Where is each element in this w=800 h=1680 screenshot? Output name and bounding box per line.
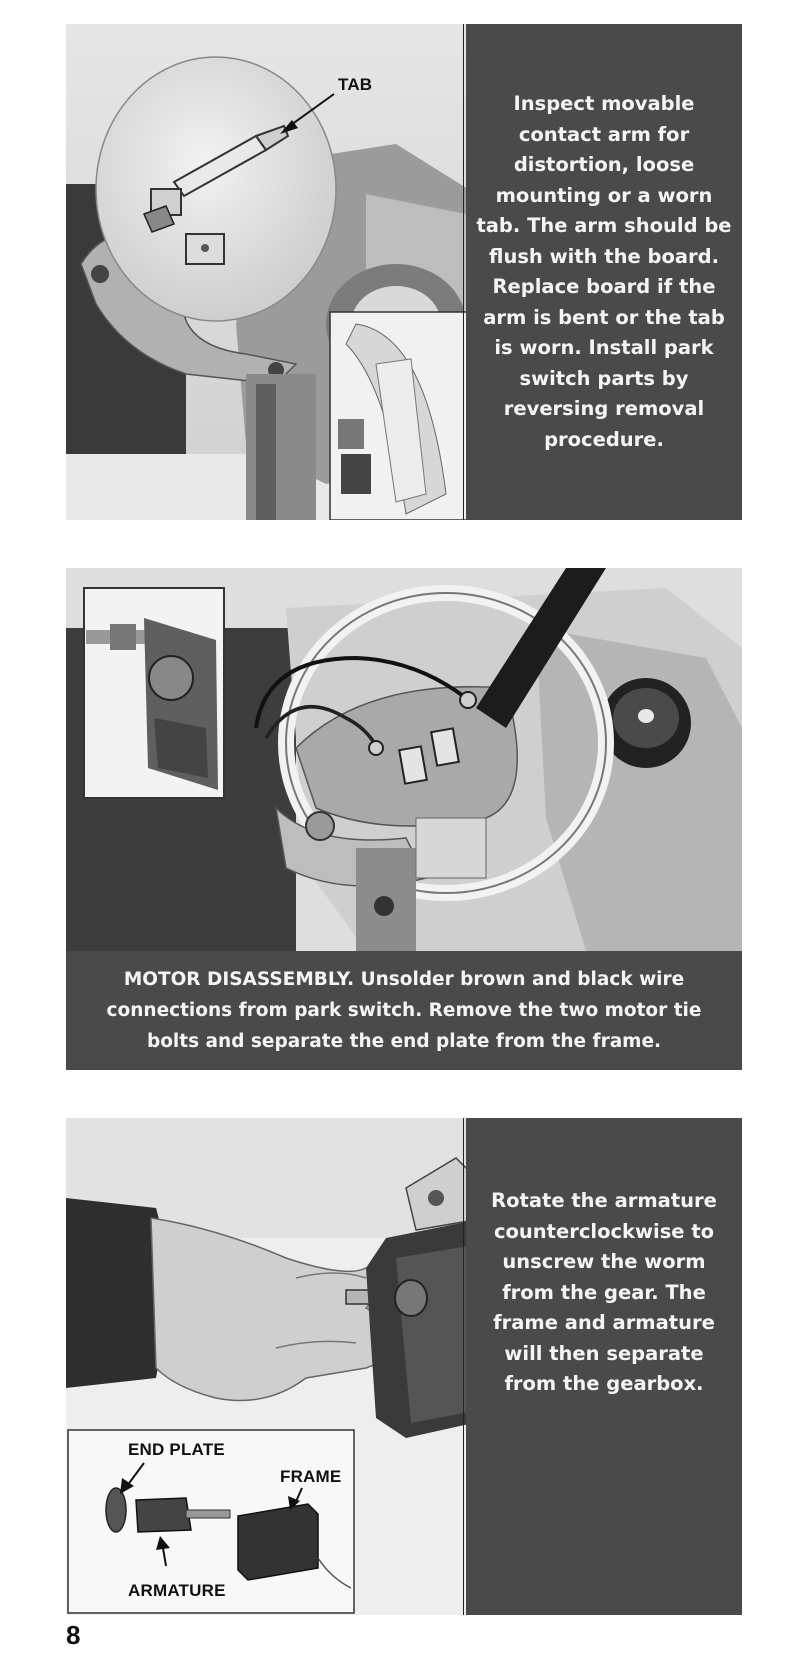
label-armature: ARMATURE <box>128 1581 226 1600</box>
caption-text: Rotate the armature counterclockwise to unscrew the worm from the gear. The frame and armature will then separate from the gearbox. <box>491 1189 717 1395</box>
page-number: 8 <box>66 1620 81 1650</box>
label-frame: FRAME <box>280 1467 342 1486</box>
caption-lead: MOTOR DISASSEMBLY. <box>123 969 355 990</box>
caption-body: Unsolder brown and black wire connections from park switch. Remove the two motor tie bolts and separate the end plate from the frame. <box>106 969 702 1052</box>
caption-motor-disassembly <box>66 951 742 1070</box>
photo-armature-rotation <box>66 1118 496 1615</box>
motor-wiring-illustration <box>66 568 742 951</box>
label-end-plate: END PLATE <box>128 1440 225 1459</box>
caption-rotate-armature <box>466 1118 742 1615</box>
armature-rotation-illustration <box>66 1118 496 1615</box>
panel-armature-removal <box>66 1118 742 1615</box>
panel-park-switch-inspection <box>66 24 742 520</box>
caption-text <box>84 964 724 1057</box>
photo-park-switch-board <box>66 24 496 520</box>
panel-divider <box>463 24 464 520</box>
label-tab: TAB <box>338 75 373 94</box>
caption-text: Inspect movable contact arm for distortion, loose mounting or a worn tab. The arm should be flush with the board. Replace board if the arm is bent or the tab is worn. Install park switch parts by reversing removal procedure. <box>476 92 732 451</box>
park-switch-illustration <box>66 24 496 520</box>
photo-park-switch-wiring <box>66 568 742 951</box>
panel-motor-disassembly <box>66 568 742 1070</box>
caption-inspect-contact-arm <box>466 24 742 520</box>
panel-divider <box>463 1118 464 1615</box>
